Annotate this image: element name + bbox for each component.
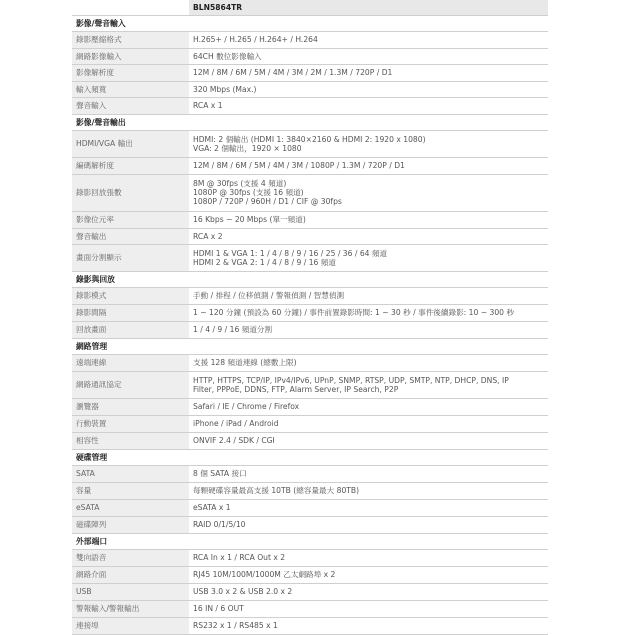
model-name: BLN5864TR [189, 0, 548, 15]
spec-value [189, 321, 548, 338]
spec-row [72, 81, 548, 97]
spec-label: 網路影像輸入 [72, 48, 189, 64]
spec-row [72, 48, 548, 64]
section-header [72, 533, 548, 549]
spec-value [189, 304, 548, 321]
spec-value-line: 1080P / 720P / 960H / D1 / CIF @ 30fps [193, 197, 342, 206]
spec-value-line: VGA: 2 個輸出，1920 × 1080 [193, 143, 302, 153]
spec-label: 影像位元率 [72, 211, 189, 228]
spec-label: SATA [72, 465, 189, 482]
spec-label: 聲音輸出 [72, 228, 189, 244]
spec-value-line: RCA x 1 [193, 101, 223, 110]
spec-value-line: 1 ~ 120 分鐘 (預設為 60 分鐘) / 事件前置錄影時間: 1 ~ 30 秒 / 事件後續錄影: 10 ~ 300 秒 [193, 308, 514, 317]
spec-value [189, 211, 548, 228]
spec-row [72, 583, 548, 600]
spec-row [72, 482, 548, 499]
spec-value-line: RJ45 10M/100M/1000M 乙太網路埠 x 2 [193, 570, 336, 579]
spec-value-line: eSATA x 1 [193, 503, 231, 512]
spec-value-line: 8M @ 30fps (支援 4 頻道) [193, 179, 287, 188]
spec-value-line: Filter, PPPoE, DDNS, FTP, Alarm Server, IP Search, P2P [193, 384, 399, 394]
spec-value-line: 64CH 數位影像輸入 [193, 51, 262, 61]
spec-label: USB [72, 583, 189, 600]
section-title: 硬碟管理 [72, 449, 548, 465]
spec-label: 瀏覽器 [72, 398, 189, 415]
spec-value-line: HDMI 2 & VGA 2: 1 / 4 / 8 / 9 / 16 頻道 [193, 257, 336, 267]
spec-label: 影像解析度 [72, 64, 189, 81]
spec-value-line: 8 個 SATA 接口 [193, 469, 247, 478]
spec-value-line: RCA In x 1 / RCA Out x 2 [193, 553, 286, 562]
spec-value-line: RAID 0/1/5/10 [193, 520, 246, 529]
spec-value [189, 64, 548, 81]
spec-row [72, 465, 548, 482]
spec-row [72, 97, 548, 114]
spec-value-line: 1 / 4 / 9 / 16 頻道分割 [193, 325, 273, 334]
spec-row [72, 432, 548, 449]
spec-value-line: HDMI: 2 個輸出 (HDMI 1: 3840×2160 & HDMI 2: 1920 x 1080) [193, 134, 426, 144]
spec-label: 容量 [72, 482, 189, 499]
spec-value-line: 12M / 8M / 6M / 5M / 4M / 3M / 1080P / 1.3M / 720P / D1 [193, 161, 405, 170]
section-header [72, 15, 548, 31]
spec-value [189, 566, 548, 583]
spec-row [72, 321, 548, 338]
spec-table-body [72, 0, 548, 634]
spec-value [189, 516, 548, 533]
spec-label: 警報輸入/警報輸出 [72, 600, 189, 617]
spec-row [72, 287, 548, 304]
spec-label: 編碼解析度 [72, 157, 189, 174]
spec-row [72, 244, 548, 271]
spec-row [72, 398, 548, 415]
spec-value [189, 583, 548, 600]
spec-row [72, 228, 548, 244]
model-row-blank [72, 0, 189, 15]
spec-sheet [72, 0, 548, 635]
spec-row [72, 157, 548, 174]
spec-label: 錄影壓縮格式 [72, 31, 189, 48]
spec-value-line: 16 IN / 6 OUT [193, 604, 244, 613]
spec-label: 網路介面 [72, 566, 189, 583]
spec-value-line: 每顆硬碟容量最高支援 10TB (總容量最大 80TB) [193, 486, 360, 495]
spec-value-line: iPhone / iPad / Android [193, 419, 279, 428]
model-row [72, 0, 548, 15]
spec-label: 輸入頻寬 [72, 81, 189, 97]
spec-value-line: 手動 / 排程 / 位移偵測 / 警報偵測 / 智慧偵測 [193, 291, 345, 300]
spec-value [189, 31, 548, 48]
section-title: 外部端口 [72, 533, 548, 549]
spec-value [189, 415, 548, 432]
spec-row [72, 304, 548, 321]
spec-value-line: RCA x 2 [193, 231, 223, 241]
spec-label: 行動裝置 [72, 415, 189, 432]
spec-label: 畫面分割顯示 [72, 244, 189, 271]
spec-value [189, 244, 548, 271]
spec-label: 錄影間隔 [72, 304, 189, 321]
spec-value [189, 499, 548, 516]
spec-label: 相容性 [72, 432, 189, 449]
spec-value [189, 600, 548, 617]
spec-value [189, 482, 548, 499]
spec-value [189, 371, 548, 398]
section-title: 網路管理 [72, 338, 548, 354]
spec-row [72, 549, 548, 566]
spec-value [189, 465, 548, 482]
spec-value [189, 549, 548, 566]
spec-value-line: HDMI 1 & VGA 1: 1 / 4 / 8 / 9 / 16 / 25 / 36 / 64 頻道 [193, 248, 388, 258]
spec-value-line: 320 Mbps (Max.) [193, 84, 257, 94]
section-header [72, 449, 548, 465]
spec-row [72, 516, 548, 533]
spec-value [189, 354, 548, 371]
spec-label: 雙向語音 [72, 549, 189, 566]
spec-value [189, 97, 548, 114]
section-header [72, 338, 548, 354]
spec-value-line: 1080P @ 30fps (支援 16 頻道) [193, 188, 304, 197]
spec-value-line: 12M / 8M / 6M / 5M / 4M / 3M / 2M / 1.3M / 720P / D1 [193, 68, 393, 77]
spec-value-line: Safari / IE / Chrome / Firefox [193, 402, 300, 411]
spec-value-line: 16 Kbps ~ 20 Mbps (單一頻道) [193, 215, 306, 224]
spec-value [189, 48, 548, 64]
spec-value-line: H.265+ / H.265 / H.264+ / H.264 [193, 35, 318, 44]
spec-value [189, 130, 548, 157]
spec-row [72, 415, 548, 432]
spec-label: 錄影模式 [72, 287, 189, 304]
spec-value [189, 287, 548, 304]
spec-label: eSATA [72, 499, 189, 516]
spec-row [72, 130, 548, 157]
spec-row [72, 174, 548, 211]
spec-value [189, 228, 548, 244]
spec-row [72, 566, 548, 583]
spec-label: 網路通訊協定 [72, 371, 189, 398]
spec-value-line: 支援 128 頻道連線 (總數上限) [193, 358, 297, 367]
spec-row [72, 354, 548, 371]
spec-value [189, 432, 548, 449]
section-title: 影像/聲音輸入 [72, 15, 548, 31]
spec-label: 連接埠 [72, 617, 189, 634]
spec-label: 回放畫面 [72, 321, 189, 338]
spec-row [72, 64, 548, 81]
spec-value [189, 174, 548, 211]
spec-label: 磁碟陣列 [72, 516, 189, 533]
section-header [72, 271, 548, 287]
spec-row [72, 600, 548, 617]
spec-row [72, 499, 548, 516]
spec-label: 聲音輸入 [72, 97, 189, 114]
spec-value-line: RS232 x 1 / RS485 x 1 [193, 621, 278, 630]
spec-value [189, 157, 548, 174]
spec-label: HDMI/VGA 輸出 [72, 130, 189, 157]
spec-value-line: ONVIF 2.4 / SDK / CGI [193, 436, 275, 445]
spec-value-line: HTTP, HTTPS, TCP/IP, IPv4/IPv6, UPnP, SNMP, RTSP, UDP, SMTP, NTP, DHCP, DNS, IP [193, 375, 509, 385]
spec-table [72, 0, 548, 635]
spec-label: 遠端連線 [72, 354, 189, 371]
spec-row [72, 31, 548, 48]
spec-row [72, 211, 548, 228]
section-title: 錄影與回放 [72, 271, 548, 287]
spec-value [189, 398, 548, 415]
spec-label: 錄影回放張數 [72, 174, 189, 211]
spec-value [189, 81, 548, 97]
spec-row [72, 371, 548, 398]
section-header [72, 114, 548, 130]
section-title: 影像/聲音輸出 [72, 114, 548, 130]
spec-value-line: USB 3.0 x 2 & USB 2.0 x 2 [193, 587, 293, 596]
